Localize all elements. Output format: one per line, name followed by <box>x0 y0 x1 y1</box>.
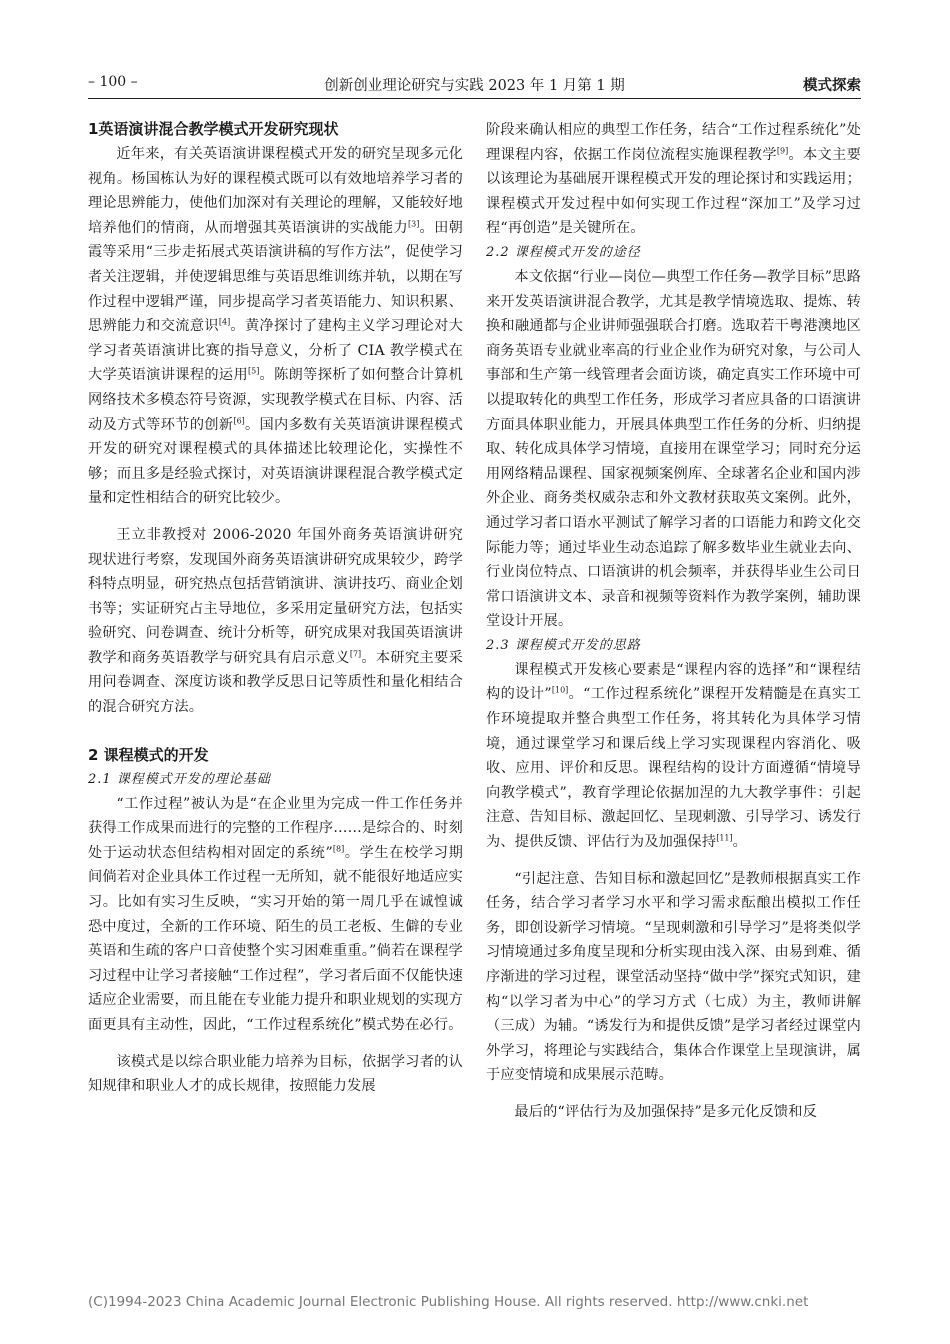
page-number: – 100 – <box>88 74 138 90</box>
citation: [10] <box>551 685 569 695</box>
running-header <box>88 74 861 98</box>
paragraph-7: 课程模式开发核心要素是“课程内容的选择”和“课程结构的设计”[10]。“工作过程系统化”课程开发精髓是在真实工作环境提取并整合典型工作任务，将其转化为具体学习情境，通过课堂学习和课后线上学习实现课程内容消化、吸收、应用、评价和反思。课程结构的设计方面遵循“情境导向教学模式”，教育学理论依据加涅的九大教学事件：引起注意、告知目标、激起回忆、呈现刺激、引导学习、诱发行为、提供反馈、评估行为及加强保持[11]。 <box>486 661 861 851</box>
citation: [8] <box>332 844 345 854</box>
paragraph-6: 本文依据“行业—岗位—典型工作任务—教学目标”思路来开发英语演讲混合教学，尤其是教学情境选取、提炼、转换和融通都与企业讲师强强联合打磨。选取若干粤港澳地区商务英语专业就业率高的行业企业作为研究对象，与公司人事部和生产第一线管理者会面访谈，确定真实工作环境中可以提取转化的典型工作任务，形成学习者应具备的口语演讲方面具体职业能力，开展具体典型工作任务的分析、归纳提取、转化成具体学习情境，直接用在课堂学习；同时充分运用网络精品课程、国家视频案例库、全球著名企业和国内涉外企业、商务类权威杂志和外文教材获取英文案例。此外，通过学习者口语水平测试了解学习者的口语能力和跨文化交际能力等；通过毕业生动态追踪了解多数毕业生就业去向、行业岗位特点、口语演讲的机会频率，并获得毕业生公司日常口语演讲文本、录音和视频等资料作为教学案例，辅助课堂设计开展。 <box>486 268 861 630</box>
header-rule <box>88 98 861 99</box>
paragraph-1: 近年来，有关英语演讲课程模式开发的研究呈现多元化视角。杨国栋认为好的课程模式既可以有效地培养学习者的理论思辨能力，使他们加深对有关理论的理解，又能较好地培养他们的情商，从而增强其英语演讲的实战能力[3]。田朝霞等采用“三步走拓展式英语演讲稿的写作方法”，促使学习者关注逻辑，并使逻辑思维与英语思维训练并轨，以期在写作过程中逻辑严谨，同步提高学习者英语能力、知识积累、思辨能力和交流意识[4]。黄净探讨了建构主义学习理论对大学习者英语演讲比赛的指导意义，分析了 CIA 教学模式在大学英语演讲课程的运用[5]。陈朗等探析了如何整合计算机网络技术多模态符号资源，实现教学模式在目标、内容、活动及方式等环节的创新[6]。国内多数有关英语演讲课程模式开发的研究对课程模式的具体描述比较理论化，实操性不够；而且多是经验式探讨，对英语演讲课程混合教学模式定量和定性相结合的研究比较少。 <box>88 146 463 507</box>
copyright-footer: (C)1994-2023 China Academic Journal Electronic Publishing House. All rights reserved. http://www.cnki.net <box>88 1294 809 1310</box>
heading-2: 2 课程模式的开发 <box>88 745 209 764</box>
heading-2-1: 2.1 课程模式开发的理论基础 <box>88 771 271 787</box>
citation: [6] <box>233 415 245 425</box>
paragraph-5: 阶段来确认相应的典型工作任务，结合“工作过程系统化”处理课程内容，依据工作岗位流程实施课程教学[9]。本文主要以该理论为基础展开课程模式开发的理论探讨和实践运用；课程模式开发过程中如何实现工作过程“深加工”及学习过程“再创造”是关键所在。 <box>486 122 861 237</box>
left-column <box>88 116 463 1276</box>
journal-title: 创新创业理论研究与实践 2023 年 1 月第 1 期 <box>324 78 625 94</box>
paragraph-8: “引起注意、告知目标和激起回忆”是教师根据真实工作任务，结合学习者学习水平和学习需求酝酿出模拟工作任务，即创设新学习情境。“呈现刺激和引导学习”是将类似学习情境通过多角度呈现和分析实现由浅入深、由易到难、循序渐进的学习过程，课堂活动坚持“做中学”探究式知识，建构“以学习者为中心”的学习方式（七成）为主，教师讲解（三成）为辅。“诱发行为和提供反馈”是学习者经过课堂内外学习，将理论与实践结合，集体合作课堂上呈现演讲，属于应变情境和成果展示范畴。 <box>486 870 861 1084</box>
paragraph-9: 最后的“评估行为及加强保持”是多元化反馈和反 <box>514 1103 818 1120</box>
citation: [4] <box>218 317 231 327</box>
citation: [11] <box>716 833 733 843</box>
section-label: 模式探索 <box>803 78 861 94</box>
paragraph-4: 该模式是以综合职业能力培养为目标，依据学习者的认知规律和职业人才的成长规律，按照能力发展 <box>88 1053 463 1095</box>
heading-2-3: 2.3 课程模式开发的思路 <box>486 637 641 653</box>
heading-1: 1英语演讲混合教学模式开发研究现状 <box>88 120 339 138</box>
paragraph-2: 王立非教授对 2006-2020 年国外商务英语演讲研究现状进行考察，发现国外商务英语演讲研究成果较少，跨学科特点明显，研究热点包括营销演讲、演讲技巧、商业企划书等；实证研究占主导地位，多采用定量研究方法，包括实验研究、问卷调查、统计分析等，研究成果对我国英语演讲教学和商务英语教学与研究具有启示意义[7]。本研究主要采用问卷调查、深度访谈和教学反思日记等质性和量化相结合的混合研究方法。 <box>88 526 463 716</box>
citation: [7] <box>349 649 362 659</box>
citation: [3] <box>408 219 420 229</box>
citation: [9] <box>776 145 789 155</box>
right-column <box>486 118 861 1278</box>
citation: [5] <box>248 366 260 376</box>
paragraph-3: “工作过程”被认为是“在企业里为完成一件工作任务并获得工作成果而进行的完整的工作程序……是综合的、时刻处于运动状态但结构相对固定的系统”[8]。学生在校学习期间倘若对企业具体工作过程一无所知，就不能很好地适应实习。比如有实习生反映，“实习开始的第一周几乎在诚惶诚恐中度过，全新的工作环境、陌生的员工老板、生僻的专业英语和生疏的客户口音使整个实习困难重重。”倘若在课程学习过程中让学习者接触“工作过程”，学习者后面不仅能快速适应企业需要，而且能在专业能力提升和职业规划的实现方面更具有主动性，因此，“工作过程系统化”模式势在必行。 <box>88 795 463 1033</box>
heading-2-2: 2.2 课程模式开发的途径 <box>486 244 641 260</box>
